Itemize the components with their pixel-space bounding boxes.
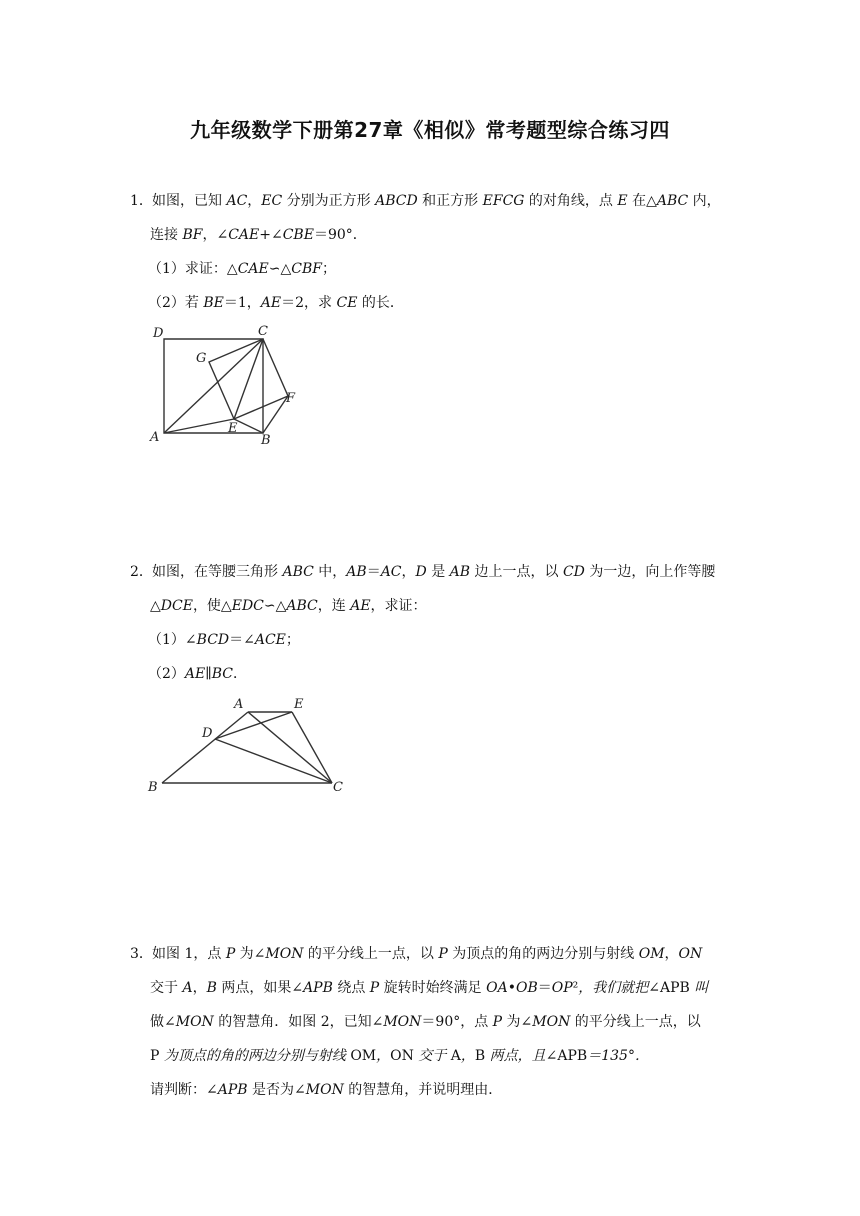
label-d: D	[153, 326, 164, 341]
text-segment: 为顶点的角的两边分别与射线	[447, 946, 639, 962]
math-variable: CBF	[291, 261, 322, 277]
text-segment: 边上一点，以	[470, 564, 563, 580]
text-segment: 是否为∠	[247, 1082, 306, 1098]
q3-line-4	[150, 1046, 649, 1066]
math-variable: ，我们就把∠	[578, 980, 661, 996]
math-variable: EC	[261, 193, 283, 209]
math-variable: CAE	[237, 261, 269, 277]
q3-line-3	[150, 1012, 701, 1032]
segment-ab	[162, 712, 248, 783]
diagonal-ac	[164, 339, 263, 433]
math-variable: EFCG	[482, 193, 525, 209]
text-segment: 的平分线上一点，以	[303, 946, 439, 962]
q2-line-2	[150, 596, 427, 616]
math-variable: P	[369, 980, 380, 996]
label-a: A	[150, 430, 160, 445]
segment-dc	[215, 739, 332, 783]
math-variable: ABC	[656, 193, 689, 209]
text-segment: +∠	[259, 227, 283, 243]
math-variable: 两点，且∠	[485, 1048, 558, 1064]
math-variable: ，	[460, 1048, 475, 1064]
math-variable: AC	[226, 193, 248, 209]
math-variable: OB	[515, 980, 538, 996]
text-segment: 中，	[313, 564, 347, 580]
text-segment: ＝	[366, 564, 381, 580]
math-variable: BE	[203, 295, 224, 311]
math-variable: OA	[486, 980, 508, 996]
q2-part-1	[148, 630, 300, 650]
text-segment: ON	[390, 1048, 414, 1064]
text-segment: B	[474, 1048, 486, 1064]
math-variable: MON	[265, 946, 304, 962]
label-e: E	[294, 697, 304, 712]
q3-number: 3．	[130, 946, 153, 962]
text-segment: 旋转时始终满足	[379, 980, 487, 996]
q1-part-2	[148, 293, 404, 313]
label-g: G	[196, 351, 207, 366]
math-variable: ABC	[286, 598, 318, 614]
segment-ae	[164, 419, 234, 433]
text-segment: APB	[660, 980, 690, 996]
text-segment: •	[507, 980, 516, 996]
text-segment: 的智慧角，并说明理由．	[343, 1082, 503, 1098]
math-variable: ABCD	[375, 193, 418, 209]
text-segment: ；	[285, 632, 300, 648]
q1-line-2	[150, 225, 367, 245]
text-segment: P	[150, 1048, 160, 1064]
q2-line-1	[152, 562, 715, 582]
math-variable: AE	[350, 598, 371, 614]
q1-figure	[140, 320, 320, 450]
text-segment: 内，	[688, 193, 721, 209]
text-segment: （1）求证：△	[148, 261, 238, 277]
math-variable: MON	[175, 1014, 214, 1030]
text-segment: ∽△	[263, 598, 287, 614]
math-variable: EDC	[231, 598, 264, 614]
math-variable: A	[182, 980, 193, 996]
text-segment: 和正方形	[417, 193, 483, 209]
q1-line-1	[152, 191, 721, 211]
text-segment: 如图，已知	[152, 193, 227, 209]
diagonal-ec	[234, 339, 263, 419]
label-b: B	[148, 780, 158, 795]
math-variable: AC	[380, 564, 402, 580]
text-segment: ²	[572, 980, 579, 996]
text-segment: 做∠	[150, 1014, 176, 1030]
q3-line-5	[150, 1080, 502, 1100]
math-variable: CAE	[228, 227, 260, 243]
math-variable: D	[415, 564, 427, 580]
text-segment: ＝2，求	[281, 295, 337, 311]
math-variable: ＝135°．	[587, 1048, 649, 1064]
math-variable: P	[438, 946, 448, 962]
text-segment: 两点，如果∠	[216, 980, 304, 996]
text-segment: 的对角线，点	[524, 193, 618, 209]
text-segment: ，连	[317, 598, 351, 614]
segment-eb	[234, 419, 263, 433]
math-variable: 交于	[413, 1048, 451, 1064]
text-segment: ，	[192, 980, 207, 996]
q2-part-2	[148, 664, 247, 684]
label-a: A	[234, 697, 244, 712]
label-c: C	[333, 780, 343, 795]
math-variable: CD	[562, 564, 585, 580]
math-variable: AE	[260, 295, 282, 311]
math-variable: APB	[303, 980, 333, 996]
text-segment: （2）若	[148, 295, 204, 311]
text-segment: APB	[557, 1048, 588, 1064]
math-variable: OM	[638, 946, 665, 962]
text-segment: ＝90°．	[313, 227, 367, 243]
math-variable: ，	[376, 1048, 391, 1064]
text-segment: ；	[321, 261, 336, 277]
label-c: C	[258, 324, 268, 339]
text-segment: 为一边，向上作等腰	[584, 564, 716, 580]
math-variable: 为顶点的角的两边分别与射线	[159, 1048, 351, 1064]
text-segment: ，	[247, 193, 262, 209]
label-d: D	[202, 726, 213, 741]
q3-line-2	[150, 978, 708, 998]
text-segment: ．	[233, 666, 247, 682]
text-segment: 交于	[150, 980, 183, 996]
q2-number: 2．	[130, 564, 153, 580]
text-segment: 是	[426, 564, 450, 580]
math-variable: ON	[678, 946, 703, 962]
text-segment: ＝	[537, 980, 552, 996]
math-variable: DCE	[160, 598, 193, 614]
math-variable: E	[617, 193, 628, 209]
math-variable: ACE	[254, 632, 286, 648]
document-title: 九年级数学下册第27章《相似》常考题型综合练习四	[190, 118, 670, 142]
text-segment: ，	[664, 946, 679, 962]
label-f: F	[286, 391, 296, 406]
text-segment: （1）∠	[148, 632, 197, 648]
text-segment: 为∠	[235, 946, 266, 962]
math-variable: 叫	[689, 980, 709, 996]
label-b: B	[261, 433, 271, 448]
math-variable: MON	[532, 1014, 571, 1030]
text-segment: A	[450, 1048, 461, 1064]
math-variable: CE	[336, 295, 358, 311]
math-variable: P	[492, 1014, 503, 1030]
math-variable: MON	[305, 1082, 344, 1098]
text-segment: ∥	[205, 666, 212, 682]
q1-part-1	[148, 259, 336, 279]
text-segment: 绕点	[332, 980, 370, 996]
text-segment: 如图，在等腰三角形	[152, 564, 283, 580]
math-variable: APB	[217, 1082, 248, 1098]
text-segment: （2）	[148, 666, 185, 682]
math-variable: OP	[551, 980, 573, 996]
text-segment: ＝90°，点	[421, 1014, 493, 1030]
text-segment: 的智慧角．如图 2，已知∠	[213, 1014, 384, 1030]
math-variable: CBE	[282, 227, 314, 243]
text-segment: 的平分线上一点，以	[570, 1014, 701, 1030]
q2-figure	[140, 690, 360, 800]
math-variable: ABC	[282, 564, 314, 580]
text-segment: 在△	[627, 193, 657, 209]
text-segment: ，使△	[192, 598, 232, 614]
math-variable: P	[225, 946, 236, 962]
segment-ec	[292, 712, 332, 783]
math-variable: MON	[383, 1014, 422, 1030]
text-segment: ＝1，	[223, 295, 261, 311]
text-segment: OM	[350, 1048, 377, 1064]
label-e: E	[228, 421, 238, 436]
text-segment: ∽△	[268, 261, 292, 277]
text-segment: 分别为正方形	[282, 193, 376, 209]
text-segment: ，∠	[202, 227, 229, 243]
text-segment: ，求证：	[370, 598, 427, 614]
text-segment: ，	[401, 564, 416, 580]
text-segment: 请判断：∠	[150, 1082, 218, 1098]
math-variable: B	[206, 980, 217, 996]
math-variable: BCD	[196, 632, 230, 648]
math-variable: BC	[211, 666, 233, 682]
q1-number: 1．	[130, 193, 153, 209]
text-segment: 为∠	[502, 1014, 533, 1030]
text-segment: △	[150, 598, 161, 614]
text-segment: 连接	[150, 227, 183, 243]
text-segment: 如图 1，点	[152, 946, 226, 962]
math-variable: AE	[184, 666, 206, 682]
math-variable: BF	[182, 227, 203, 243]
q3-line-1	[152, 944, 702, 964]
text-segment: 的长．	[357, 295, 404, 311]
math-variable: AB	[346, 564, 367, 580]
math-variable: AB	[449, 564, 471, 580]
text-segment: ＝∠	[229, 632, 255, 648]
